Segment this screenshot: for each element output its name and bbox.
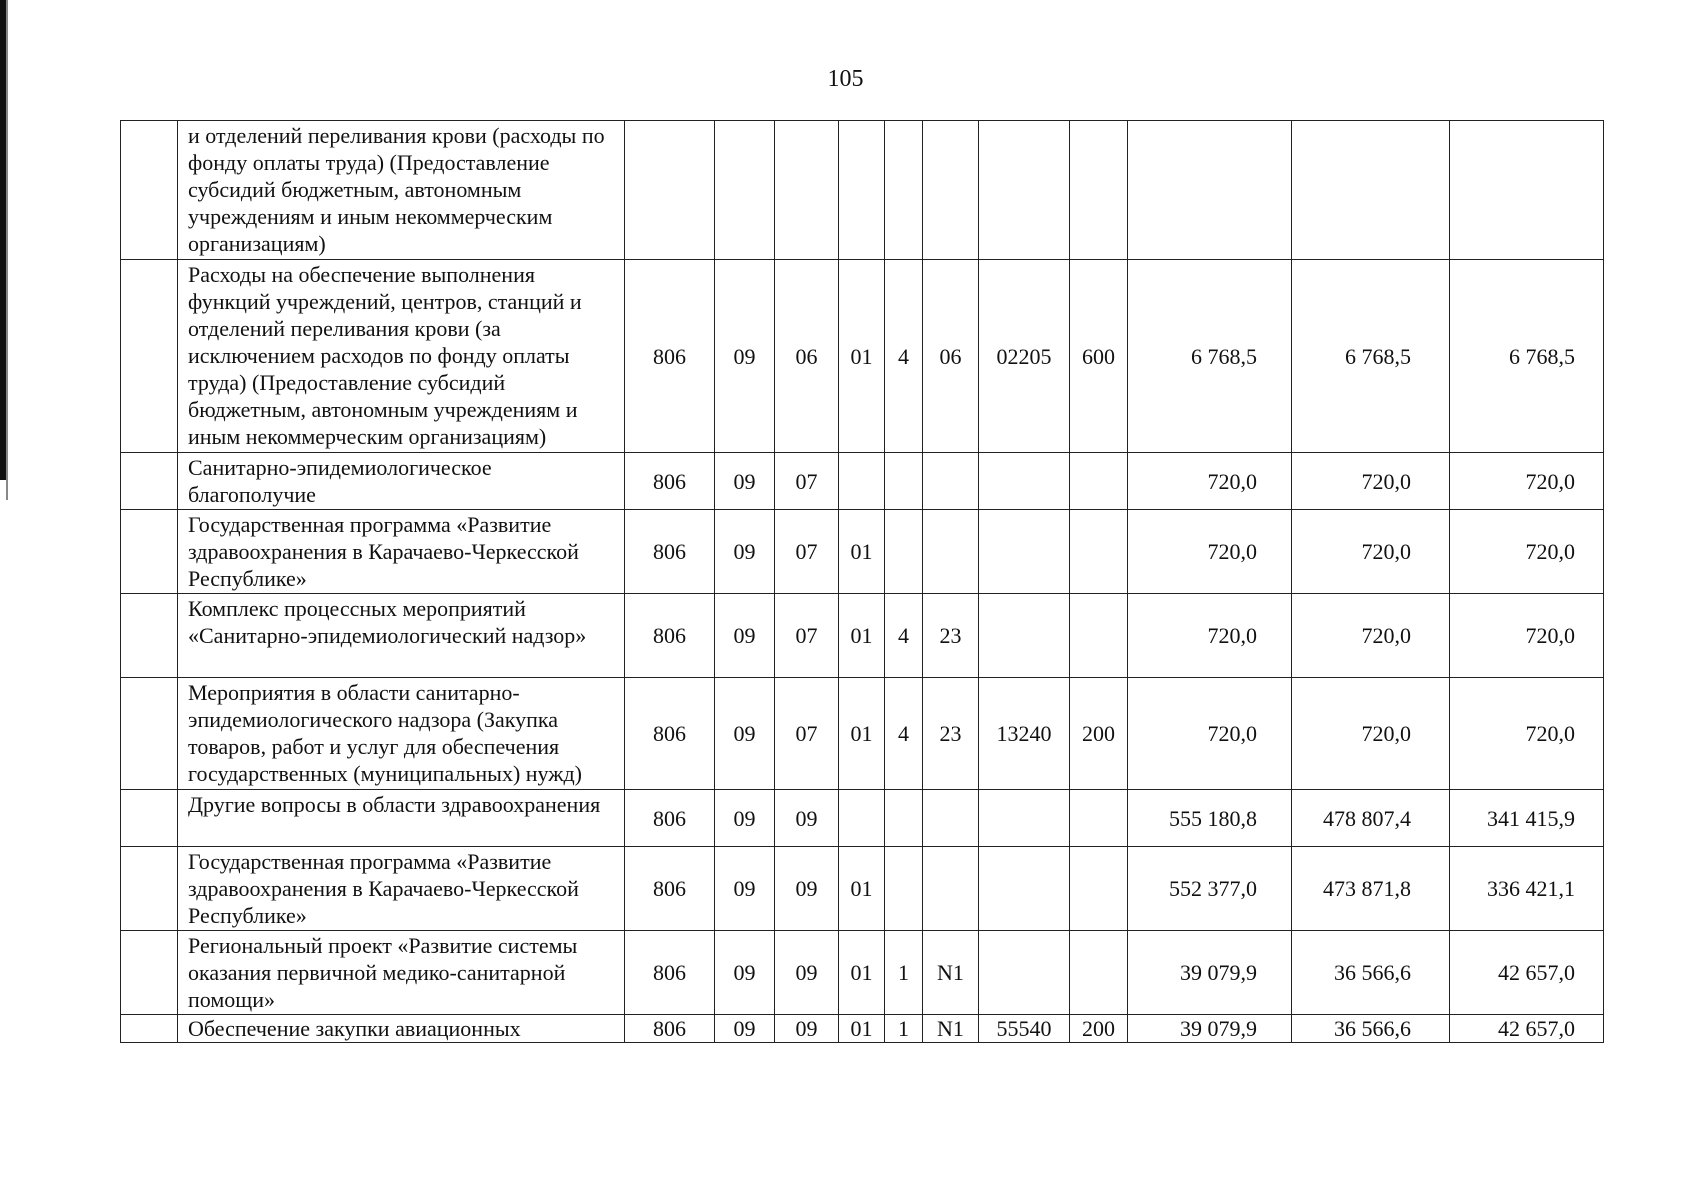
subsection-cell: 07 [775,594,839,678]
amount-year1-cell: 555 180,8 [1128,790,1292,847]
description-cell: Обеспечение закупки авиационных [178,1015,625,1043]
expense-type-cell: 200 [1070,678,1128,790]
amount-year1-cell: 552 377,0 [1128,847,1292,931]
description-cell: Государственная программа «Развитие здравоохранения в Карачаево-Черкесской Республике» [178,847,625,931]
amount-year2-cell: 478 807,4 [1292,790,1450,847]
amount-year3-cell: 42 657,0 [1450,931,1604,1015]
expense-item-cell: 13240 [979,678,1070,790]
description-cell: и отделений переливания крови (расходы по фонду оплаты труда) (Предоставление субсидий бюджетным, автономным учреждениям и иным некоммерческим организациям) [178,121,625,260]
section-cell: 09 [715,931,775,1015]
amount-year1-cell: 720,0 [1128,594,1292,678]
subprogram-cell: 23 [923,594,979,678]
expense-item-cell [979,847,1070,931]
amount-year2-cell: 720,0 [1292,510,1450,594]
program-cell [839,121,885,260]
subsection-cell: 09 [775,931,839,1015]
expense-item-cell [979,453,1070,510]
ministry-code-cell: 806 [625,931,715,1015]
row-number-cell [121,1015,178,1043]
table-row [121,453,1604,510]
expense-item-cell: 02205 [979,260,1070,453]
subprogram-cell: 06 [923,260,979,453]
section-cell: 09 [715,847,775,931]
page-number: 105 [827,66,864,92]
subprogram-cell [923,453,979,510]
amount-year3-cell: 720,0 [1450,594,1604,678]
amount-year1-cell: 720,0 [1128,510,1292,594]
description-cell: Санитарно-эпидемиологическое благополучие [178,453,625,510]
direction-cell: 4 [885,594,923,678]
ministry-code-cell [625,121,715,260]
table-row [121,260,1604,453]
amount-year3-cell: 720,0 [1450,453,1604,510]
subsection-cell: 07 [775,678,839,790]
description-cell: Другие вопросы в области здравоохранения [178,790,625,847]
expense-item-cell [979,510,1070,594]
subprogram-cell [923,790,979,847]
direction-cell: 1 [885,931,923,1015]
table-row [121,847,1604,931]
direction-cell: 1 [885,1015,923,1043]
amount-year3-cell: 42 657,0 [1450,1015,1604,1043]
row-number-cell [121,847,178,931]
program-cell: 01 [839,1015,885,1043]
amount-year3-cell [1450,121,1604,260]
section-cell [715,121,775,260]
expense-item-cell [979,931,1070,1015]
ministry-code-cell: 806 [625,510,715,594]
table-row [121,678,1604,790]
amount-year1-cell [1128,121,1292,260]
amount-year2-cell: 720,0 [1292,678,1450,790]
ministry-code-cell: 806 [625,790,715,847]
direction-cell: 4 [885,260,923,453]
amount-year3-cell: 720,0 [1450,678,1604,790]
direction-cell: 4 [885,678,923,790]
program-cell: 01 [839,931,885,1015]
direction-cell [885,847,923,931]
subprogram-cell [923,847,979,931]
expense-item-cell [979,594,1070,678]
ministry-code-cell: 806 [625,847,715,931]
section-cell: 09 [715,453,775,510]
row-number-cell [121,260,178,453]
amount-year1-cell: 720,0 [1128,453,1292,510]
table-row [121,121,1604,260]
program-cell: 01 [839,847,885,931]
subsection-cell: 06 [775,260,839,453]
section-cell: 09 [715,1015,775,1043]
section-cell: 09 [715,260,775,453]
budget-table [120,120,1604,1043]
table-row [121,1015,1604,1043]
subsection-cell: 07 [775,453,839,510]
amount-year3-cell: 720,0 [1450,510,1604,594]
ministry-code-cell: 806 [625,453,715,510]
amount-year1-cell: 39 079,9 [1128,931,1292,1015]
amount-year3-cell: 336 421,1 [1450,847,1604,931]
amount-year3-cell: 6 768,5 [1450,260,1604,453]
program-cell [839,453,885,510]
amount-year3-cell: 341 415,9 [1450,790,1604,847]
description-cell: Государственная программа «Развитие здравоохранения в Карачаево-Черкесской Республике» [178,510,625,594]
row-number-cell [121,931,178,1015]
section-cell: 09 [715,510,775,594]
table-row [121,594,1604,678]
expense-type-cell [1070,121,1128,260]
description-cell: Мероприятия в области санитарно-эпидемиологического надзора (Закупка товаров, работ и услуг для обеспечения государственных (муниципальных) нужд) [178,678,625,790]
expense-item-cell [979,121,1070,260]
row-number-cell [121,790,178,847]
expense-type-cell: 200 [1070,1015,1128,1043]
ministry-code-cell: 806 [625,1015,715,1043]
expense-type-cell [1070,790,1128,847]
description-cell: Расходы на обеспечение выполнения функций учреждений, центров, станций и отделений переливания крови (за исключением расходов по фонду оплаты труда) (Предоставление субсидий бюджетным, автономным учреждениям и иным некоммерческим организациям) [178,260,625,453]
direction-cell [885,453,923,510]
amount-year1-cell: 720,0 [1128,678,1292,790]
subsection-cell: 09 [775,1015,839,1043]
direction-cell [885,121,923,260]
amount-year2-cell: 473 871,8 [1292,847,1450,931]
expense-item-cell: 55540 [979,1015,1070,1043]
subsection-cell: 07 [775,510,839,594]
subsection-cell: 09 [775,790,839,847]
expense-type-cell [1070,847,1128,931]
subprogram-cell: N1 [923,1015,979,1043]
section-cell: 09 [715,790,775,847]
program-cell: 01 [839,678,885,790]
program-cell: 01 [839,510,885,594]
amount-year2-cell: 720,0 [1292,594,1450,678]
expense-type-cell [1070,931,1128,1015]
subsection-cell [775,121,839,260]
row-number-cell [121,678,178,790]
amount-year2-cell [1292,121,1450,260]
expense-type-cell [1070,594,1128,678]
ministry-code-cell: 806 [625,594,715,678]
direction-cell [885,790,923,847]
expense-type-cell: 600 [1070,260,1128,453]
program-cell: 01 [839,260,885,453]
table-row [121,931,1604,1015]
expense-type-cell [1070,510,1128,594]
row-number-cell [121,121,178,260]
row-number-cell [121,510,178,594]
description-cell: Региональный проект «Развитие системы оказания первичной медико-санитарной помощи» [178,931,625,1015]
amount-year2-cell: 720,0 [1292,453,1450,510]
ministry-code-cell: 806 [625,678,715,790]
amount-year2-cell: 6 768,5 [1292,260,1450,453]
ministry-code-cell: 806 [625,260,715,453]
program-cell: 01 [839,594,885,678]
direction-cell [885,510,923,594]
table-row [121,790,1604,847]
description-cell: Комплекс процессных мероприятий «Санитарно-эпидемиологический надзор» [178,594,625,678]
subprogram-cell [923,510,979,594]
section-cell: 09 [715,594,775,678]
expense-item-cell [979,790,1070,847]
subprogram-cell: 23 [923,678,979,790]
subsection-cell: 09 [775,847,839,931]
program-cell [839,790,885,847]
subprogram-cell [923,121,979,260]
amount-year1-cell: 6 768,5 [1128,260,1292,453]
subprogram-cell: N1 [923,931,979,1015]
row-number-cell [121,453,178,510]
amount-year2-cell: 36 566,6 [1292,931,1450,1015]
row-number-cell [121,594,178,678]
amount-year2-cell: 36 566,6 [1292,1015,1450,1043]
section-cell: 09 [715,678,775,790]
amount-year1-cell: 39 079,9 [1128,1015,1292,1043]
expense-type-cell [1070,453,1128,510]
table-row [121,510,1604,594]
